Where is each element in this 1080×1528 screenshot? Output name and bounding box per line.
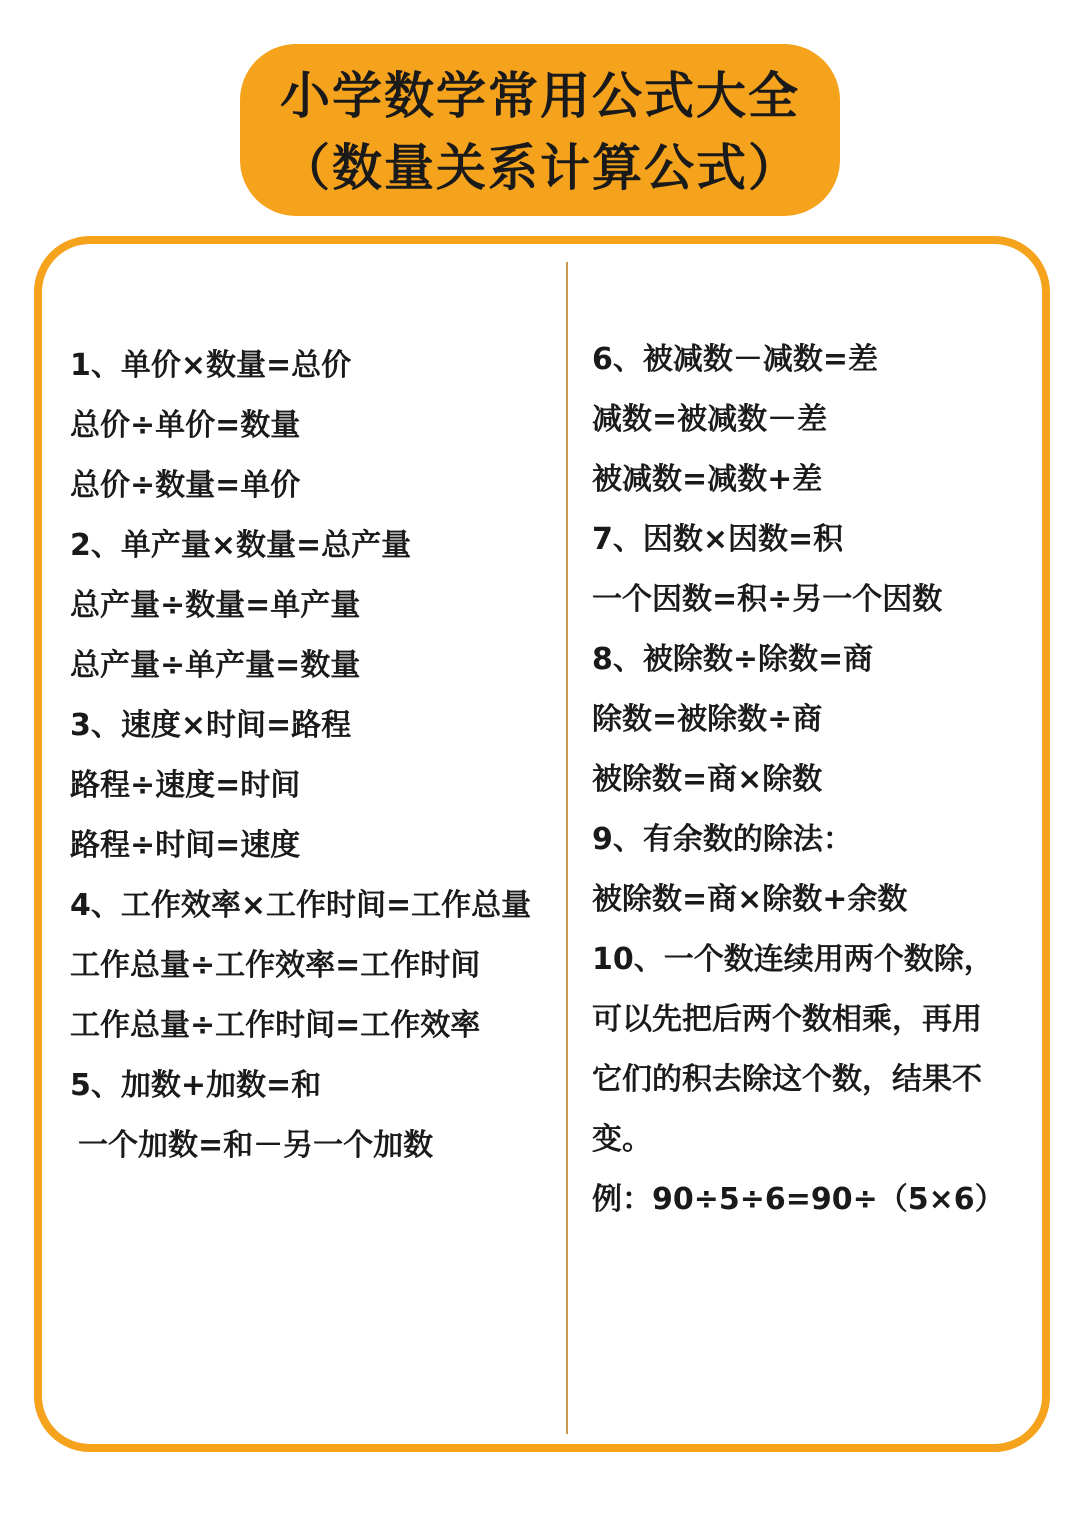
- left-formula-list: [70, 336, 531, 1176]
- formula-line: 被除数=商×除数: [592, 762, 823, 797]
- formula-line: 工作总量÷工作时间=工作效率: [70, 1008, 481, 1043]
- formula-line: 被除数=商×除数+余数: [592, 882, 908, 917]
- formula-line: 9、有余数的除法：: [592, 822, 853, 857]
- column-divider: [566, 262, 568, 1434]
- formula-line: 被减数=减数+差: [592, 462, 823, 497]
- formula-line: 路程÷速度=时间: [70, 768, 301, 803]
- formula-line: 可以先把后两个数相乘，再用: [592, 1002, 982, 1037]
- formula-line: 8、被除数÷除数=商: [592, 642, 874, 677]
- page-subtitle: （数量关系计算公式）: [280, 139, 800, 197]
- formula-line: 总产量÷单产量=数量: [70, 648, 361, 683]
- formula-line: 10、一个数连续用两个数除，: [592, 942, 994, 977]
- formula-line: 4、工作效率×工作时间=工作总量: [70, 888, 532, 923]
- formula-line: 一个因数=积÷另一个因数: [592, 582, 943, 617]
- formula-line: 工作总量÷工作效率=工作时间: [70, 948, 481, 983]
- page-title: 小学数学常用公式大全: [280, 67, 800, 125]
- right-formula-list: [592, 330, 1005, 1230]
- formula-line: 变。: [592, 1122, 652, 1157]
- formula-line: 6、被减数－减数=差: [592, 342, 879, 377]
- formula-line: 2、单产量×数量=总产量: [70, 528, 412, 563]
- formula-line: 5、加数+加数=和: [70, 1068, 322, 1103]
- formula-line: 一个加数=和－另一个加数: [78, 1128, 434, 1163]
- formula-line: 3、速度×时间=路程: [70, 708, 352, 743]
- formula-line: 它们的积去除这个数，结果不: [592, 1062, 982, 1097]
- formula-line: 总价÷单价=数量: [70, 408, 301, 443]
- formula-line: 7、因数×因数=积: [592, 522, 844, 557]
- formula-line: 减数=被减数－差: [592, 402, 828, 437]
- formula-line: 1、单价×数量=总价: [70, 348, 352, 383]
- formula-line: 路程÷时间=速度: [70, 828, 301, 863]
- formula-line: 总产量÷数量=单产量: [70, 588, 361, 623]
- example-line: 例：90÷5÷6=90÷（5×6）: [592, 1182, 1005, 1217]
- formula-line: 除数=被除数÷商: [592, 702, 823, 737]
- formula-line: 总价÷数量=单价: [70, 468, 301, 503]
